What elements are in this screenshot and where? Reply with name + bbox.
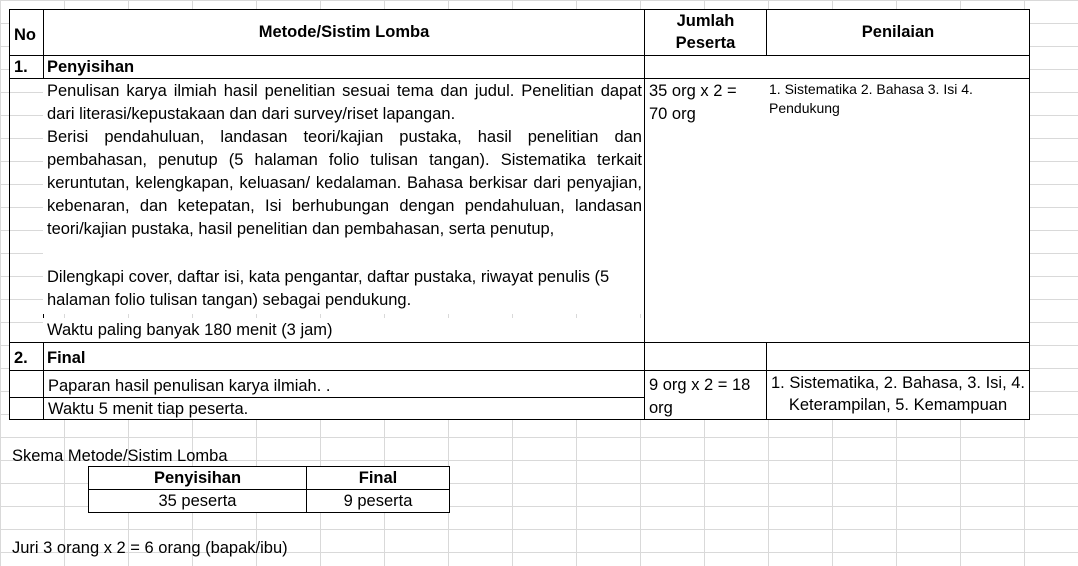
header-metode: Metode/Sistim Lomba — [43, 9, 645, 56]
juri-text: Juri 3 orang x 2 = 6 orang (bapak/ibu) — [12, 539, 288, 557]
header-no: No — [9, 9, 44, 56]
skema-header-penyisihan: Penyisihan — [88, 466, 307, 490]
section2-penilaian: 1. Sistematika, 2. Bahasa, 3. Isi, 4. Keterampilan, 5. Kemampuan — [766, 370, 1030, 420]
skema-value-penyisihan: 35 peserta — [88, 489, 307, 513]
section2-title-jumlah-blank — [644, 342, 767, 371]
section1-no: 1. — [9, 55, 44, 79]
section1-jumlah: 35 org x 2 = 70 org — [644, 78, 767, 343]
section1-row2: Berisi pendahuluan, landasan teori/kajian pustaka, hasil penelitian dan pembahasan, penutup (5 halaman folio tulisan tangan). Sistematika terkait keruntutan, kelengkapan, keluasan/ kedalaman. Bahasa berkisar dari penyajian, kebenaran, dan ketepatan, Isi berhubungan dengan pendahuluan, landasan teori/kajian pustaka, hasil penelitian dan pembahasan, serta penutup, — [43, 125, 645, 266]
section2-no: 2. — [9, 342, 44, 371]
section1-title-jumlah-blank — [644, 55, 767, 79]
section1-row1: Penulisan karya ilmiah hasil penelitian sesuai tema dan judul. Penelitian dapat dari literasi/kepustakaan dan dari survey/riset lapangan. — [43, 78, 645, 126]
section2-title: Final — [43, 342, 645, 371]
skema-title: Skema Metode/Sistim Lomba — [12, 447, 228, 465]
section1-penilaian: 1. Sistematika 2. Bahasa 3. Isi 4. Pendukung — [766, 78, 1030, 126]
section2-title-penilaian-blank — [766, 342, 1030, 371]
section1-title-penilaian-blank — [766, 55, 1030, 79]
section2-row2: Waktu 5 menit tiap peserta. — [43, 397, 645, 420]
header-jumlah-peserta: Jumlah Peserta — [644, 9, 767, 56]
header-penilaian: Penilaian — [766, 9, 1030, 56]
section1-penilaian-blank — [766, 125, 1030, 343]
skema-header-final: Final — [306, 466, 450, 490]
skema-value-final: 9 peserta — [306, 489, 450, 513]
section2-row1: Paparan hasil penulisan karya ilmiah. . — [43, 370, 645, 398]
section1-no-blank — [9, 78, 44, 343]
section1-row4: Waktu paling banyak 180 menit (3 jam) — [43, 318, 645, 343]
section2-jumlah: 9 org x 2 = 18 org — [644, 370, 767, 420]
section2-row1-no-blank — [9, 370, 44, 398]
section2-row2-no-blank — [9, 397, 44, 420]
section1-title: Penyisihan — [43, 55, 645, 79]
section1-row3: Dilengkapi cover, daftar isi, kata pengantar, daftar pustaka, riwayat penulis (5 halaman folio tulisan tangan) sebagai pendukung. — [43, 265, 645, 314]
